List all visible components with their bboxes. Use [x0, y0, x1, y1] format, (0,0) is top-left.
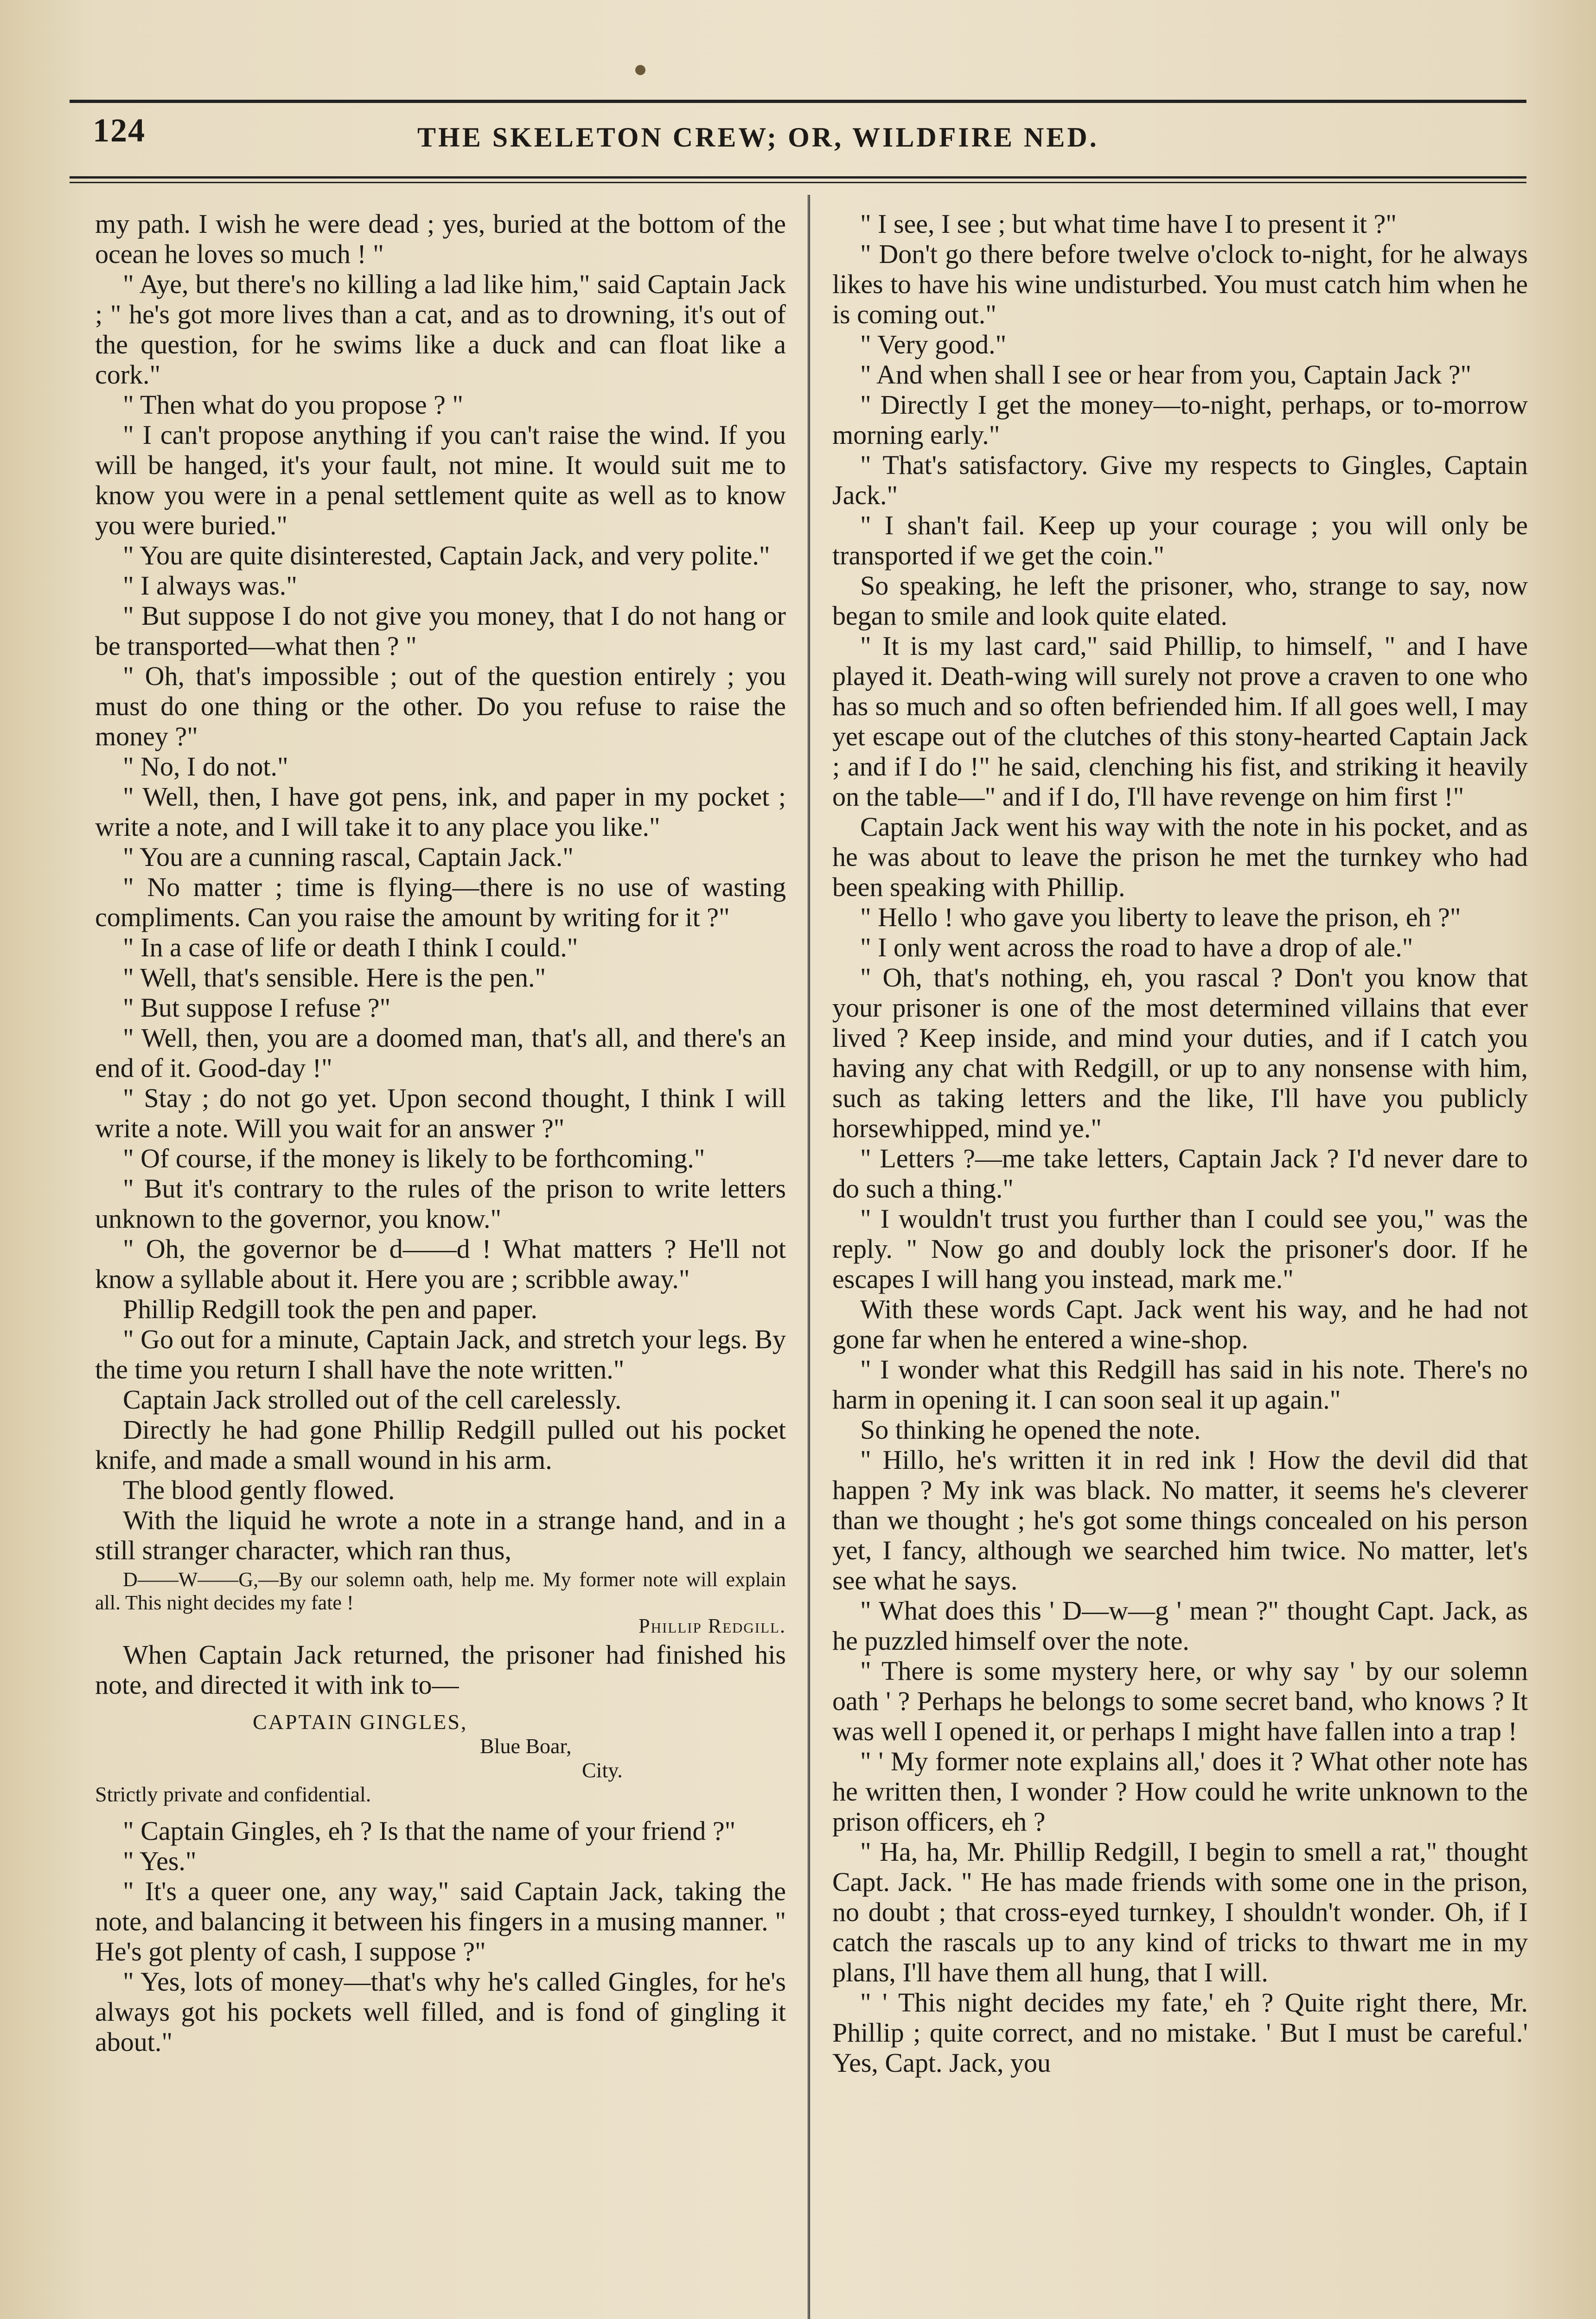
paragraph: " Oh, that's nothing, eh, you rascal ? Don't you know that your prisoner is one of the most determined villains that ever lived ? Keep inside, and mind your duties, and if I catch you having any chat with Redgill, or up to any nonsense with him, such as taking letters and the like, I'll have you publicly horsewhipped, mind ye.": [832, 962, 1528, 1143]
paragraph: " Yes, lots of money—that's why he's called Gingles, for he's always got his pockets well filled, and is fond of gingling it about.": [95, 1967, 786, 2057]
paragraph: " What does this ' D—w—g ' mean ?" thought Capt. Jack, as he puzzled himself over the note.: [832, 1595, 1528, 1656]
paragraph: " You are quite disinterested, Captain Jack, and very polite.": [123, 540, 770, 570]
paragraph: " No matter ; time is flying—there is no use of wasting compliments. Can you raise the amount by writing for it ?": [95, 872, 786, 932]
paragraph: " Aye, but there's no killing a lad like him," said Captain Jack ; " he's got more lives than a cat, and as to drowning, it's out of the question, for he swims like a duck and can float like a cork.": [95, 269, 786, 390]
paragraph: " Very good.": [860, 329, 1007, 359]
paragraph: " I see, I see ; but what time have I to present it ?": [860, 209, 1397, 239]
paragraph: " I can't propose anything if you can't raise the wind. If you will be hanged, it's your fault, not mine. It would suit me to know you were in a penal settlement quite as well as to know you were buried.": [95, 420, 786, 540]
paragraph: " Yes.": [123, 1846, 197, 1876]
paragraph: With these words Capt. Jack went his way, and he had not gone far when he entered a wine-shop.: [832, 1294, 1528, 1354]
paragraph: " No, I do not.": [123, 751, 288, 782]
paragraph: " ' This night decides my fate,' eh ? Quite right there, Mr. Phillip ; quite correct, and no mistake. ' But I must be careful.' Yes, Capt. Jack, you: [832, 1987, 1528, 2078]
address-city: City.: [582, 1758, 623, 1782]
paragraph: So speaking, he left the prisoner, who, strange to say, now began to smile and look quite elated.: [832, 570, 1528, 631]
header-rule: [70, 176, 1526, 179]
paragraph: When Captain Jack returned, the prisoner had finished his note, and directed it with ink to—: [95, 1640, 786, 1700]
paragraph: " In a case of life or death I think I could.": [123, 932, 578, 962]
paragraph: my path. I wish he were dead ; yes, buried at the bottom of the ocean he loves so much ! ": [95, 209, 786, 269]
paragraph: " But suppose I refuse ?": [123, 993, 391, 1023]
page-number: 124: [93, 112, 146, 149]
paragraph: " Ha, ha, Mr. Phillip Redgill, I begin to smell a rat," thought Capt. Jack. " He has made friends with some one in the prison, no doubt ; that cross-eyed turnkey, I shouldn't wonder. Oh, if I catch the rascals up to any kind of tricks to thwart me in my plans, I'll have them all hung, that I will.: [832, 1837, 1528, 1987]
left-column: [95, 209, 786, 2057]
address-note: Strictly private and confidential.: [95, 1782, 371, 1806]
page-speck: [635, 65, 645, 75]
paragraph: Captain Jack strolled out of the cell carelessly.: [123, 1384, 622, 1415]
paragraph: " I wonder what this Redgill has said in his note. There's no harm in opening it. I can soon seal it up again.": [832, 1354, 1528, 1415]
blood-note: [95, 1568, 786, 1638]
paragraph: " Hillo, he's written it in red ink ! How the devil did that happen ? My ink was black. No matter, it seems he's cleverer than we thought ; he's got some things concealed on his person yet, I fancy, although we searched him twice. No matter, let's see what he says.: [832, 1445, 1528, 1595]
paragraph: " Don't go there before twelve o'clock to-night, for he always likes to have his wine undisturbed. You must catch him when he is coming out.": [832, 239, 1528, 329]
paragraph: " Well, then, I have got pens, ink, and paper in my pocket ; write a note, and I will take it to any place you like.": [95, 782, 786, 842]
paragraph: " Of course, if the money is likely to be forthcoming.": [123, 1143, 705, 1173]
paragraph: " Captain Gingles, eh ? Is that the name of your friend ?": [123, 1816, 736, 1846]
column-divider: [808, 195, 810, 2319]
paragraph: " And when shall I see or hear from you, Captain Jack ?": [860, 359, 1472, 390]
paragraph: " But it's contrary to the rules of the prison to write letters unknown to the governor, you know.": [95, 1173, 786, 1234]
paragraph: " It's a queer one, any way," said Captain Jack, taking the note, and balancing it between his fingers in a musing manner. " He's got plenty of cash, I suppose ?": [95, 1876, 786, 1967]
paragraph: " But suppose I do not give you money, that I do not hang or be transported—what then ? ": [95, 601, 786, 661]
paragraph: So thinking he opened the note.: [860, 1415, 1201, 1445]
paragraph: " Oh, the governor be d——d ! What matters ? He'll not know a syllable about it. Here you are ; scribble away.": [95, 1234, 786, 1294]
paragraph: " ' My former note explains all,' does it ? What other note has he written then, I wonder ? How could he write unknown to the prison officers, eh ?: [832, 1746, 1528, 1837]
paragraph: " I always was.": [123, 570, 297, 601]
running-title: THE SKELETON CREW; OR, WILDFIRE NED.: [417, 122, 1099, 153]
top-rule: [70, 100, 1526, 103]
paragraph: " You are a cunning rascal, Captain Jack.": [123, 842, 574, 872]
address-name: CAPTAIN GINGLES,: [253, 1710, 468, 1734]
paragraph: " Go out for a minute, Captain Jack, and stretch your legs. By the time you return I shall have the note written.": [95, 1324, 786, 1384]
paragraph: " That's satisfactory. Give my respects to Gingles, Captain Jack.": [832, 450, 1528, 510]
paragraph: With the liquid he wrote a note in a strange hand, and in a still stranger character, which ran thus,: [95, 1505, 786, 1565]
header-rule-thin: [70, 182, 1526, 183]
address-place: Blue Boar,: [480, 1734, 572, 1758]
note-address: [95, 1710, 786, 1807]
paragraph: " Oh, that's impossible ; out of the question entirely ; you must do one thing or the other. Do you refuse to raise the money ?": [95, 661, 786, 751]
paragraph: Captain Jack went his way with the note in his pocket, and as he was about to leave the prison he met the turnkey who had been speaking with Phillip.: [832, 812, 1528, 902]
paragraph: " Letters ?—me take letters, Captain Jack ? I'd never dare to do such a thing.": [832, 1143, 1528, 1204]
paragraph: " Then what do you propose ? ": [123, 390, 464, 420]
paragraph: " Directly I get the money—to-night, perhaps, or to-morrow morning early.": [832, 390, 1528, 450]
paragraph: " I only went across the road to have a drop of ale.": [860, 932, 1413, 962]
note-signature: Phillip Redgill.: [638, 1614, 786, 1637]
paragraph: " Well, then, you are a doomed man, that's all, and there's an end of it. Good-day !": [95, 1023, 786, 1083]
paragraph: Phillip Redgill took the pen and paper.: [123, 1294, 538, 1324]
paragraph: " Stay ; do not go yet. Upon second thought, I think I will write a note. Will you wait for an answer ?": [95, 1083, 786, 1143]
paragraph: Directly he had gone Phillip Redgill pulled out his pocket knife, and made a small wound in his arm.: [95, 1415, 786, 1475]
note-text: D——W——G,—By our solemn oath, help me. My former note will explain all. This night decides my fate !: [95, 1568, 786, 1614]
paragraph: " Well, that's sensible. Here is the pen.": [123, 962, 546, 993]
paragraph: The blood gently flowed.: [123, 1475, 395, 1505]
paragraph: " I shan't fail. Keep up your courage ; you will only be transported if we get the coin.": [832, 510, 1528, 570]
right-column: [832, 209, 1528, 2078]
paragraph: " There is some mystery here, or why say ' by our solemn oath ' ? Perhaps he belongs to some secret band, who knows ? It was well I opened it, or perhaps I might have fallen into a trap !: [832, 1656, 1528, 1746]
paragraph: " It is my last card," said Phillip, to himself, " and I have played it. Death-wing will surely not prove a craven to one who has so much and so often befriended him. If all goes well, I may yet escape out of the clutches of this stony-hearted Captain Jack ; and if I do !" he said, clenching his fist, and striking it heavily on the table—" and if I do, I'll have revenge on him first !": [832, 631, 1528, 812]
paragraph: " Hello ! who gave you liberty to leave the prison, eh ?": [860, 902, 1461, 932]
paragraph: " I wouldn't trust you further than I could see you," was the reply. " Now go and doubly lock the prisoner's door. If he escapes I will hang you instead, mark me.": [832, 1204, 1528, 1294]
